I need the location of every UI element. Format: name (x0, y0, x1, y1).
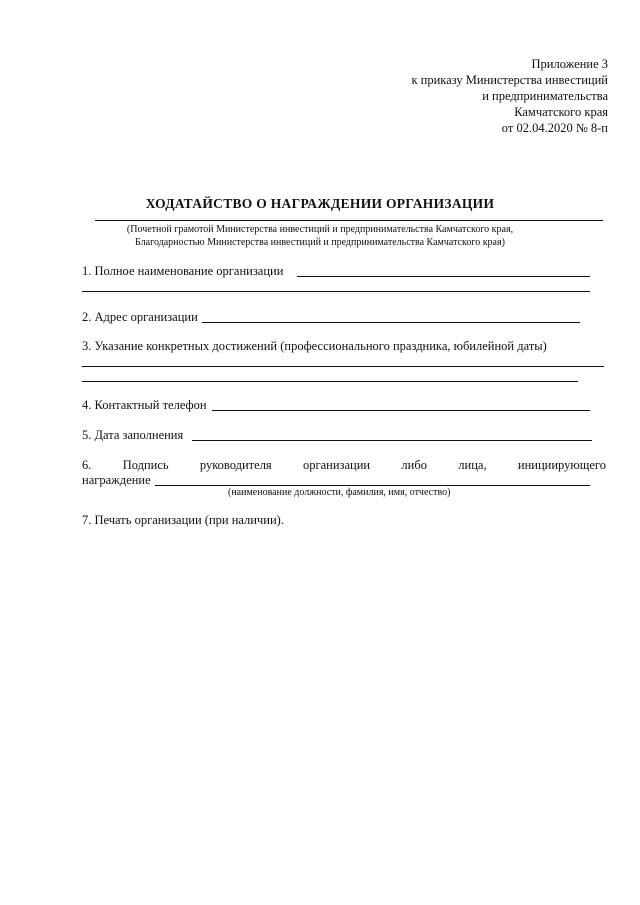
item6-word: организации (303, 458, 371, 472)
signatory-caption: (наименование должности, фамилия, имя, отчество) (228, 487, 451, 498)
item1-label: 1. Полное наименование организации (82, 264, 284, 278)
subtitle-line-1: (Почетной грамотой Министерства инвестиций и предпринимательства Камчатского края, (126, 224, 514, 235)
org-name-field-continued[interactable] (82, 291, 590, 292)
document-title: ХОДАТАЙСТВО О НАГРАЖДЕНИИ ОРГАНИЗАЦИИ (145, 196, 495, 211)
item6-word: руководителя (199, 458, 272, 472)
achievements-field-line-2[interactable] (82, 381, 578, 382)
appendix-line-3: и предпринимательства (482, 89, 608, 103)
item2-label: 2. Адрес организации (82, 310, 198, 324)
org-address-field[interactable] (202, 322, 580, 323)
item6-word: лица, (458, 458, 487, 472)
achievements-field-line-1[interactable] (82, 366, 604, 367)
contact-phone-field[interactable] (212, 410, 590, 411)
appendix-block (411, 56, 608, 136)
appendix-line-1: Приложение 3 (531, 57, 608, 71)
org-name-field[interactable] (297, 276, 590, 277)
item7-label: 7. Печать организации (при наличии). (82, 513, 284, 527)
item6-word: либо (401, 458, 427, 472)
item6-label-line (82, 458, 606, 472)
item6-word: Подпись (122, 458, 169, 472)
item6-word: 6. (82, 458, 92, 472)
item5-label: 5. Дата заполнения (82, 428, 184, 442)
appendix-line-5: от 02.04.2020 № 8-п (501, 121, 608, 135)
appendix-line-2: к приказу Министерства инвестиций (411, 73, 608, 87)
item3-label: 3. Указание конкретных достижений (профессионального праздника, юбилейной даты) (82, 339, 547, 353)
item6-label-continued: награждение (82, 473, 151, 487)
item6-word: инициирующего (517, 458, 606, 472)
title-rule (95, 220, 603, 221)
document-subtitle (0, 224, 640, 249)
signatory-field[interactable] (155, 485, 590, 486)
fill-date-field[interactable] (192, 440, 592, 441)
appendix-line-4: Камчатского края (514, 105, 608, 119)
item4-label: 4. Контактный телефон (82, 398, 207, 412)
subtitle-line-2: Благодарностью Министерства инвестиций и предпринимательства Камчатского края) (135, 236, 505, 248)
